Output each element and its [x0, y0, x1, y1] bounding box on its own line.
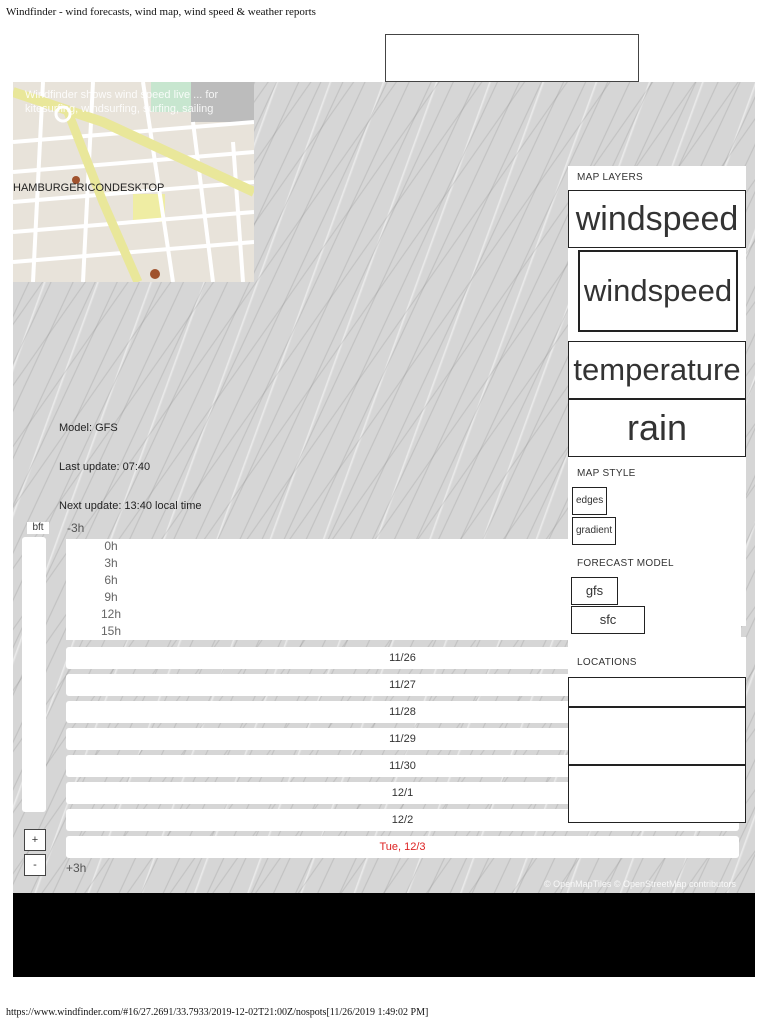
- footer-banner: [13, 893, 755, 977]
- street-map-tile: [13, 82, 254, 282]
- map-style-heading: MAP STYLE: [577, 468, 636, 479]
- location-item[interactable]: [568, 765, 746, 823]
- bft-unit-label: bft: [27, 522, 49, 534]
- zoom-out-button[interactable]: -: [24, 854, 46, 876]
- hour-item[interactable]: 15h: [100, 624, 122, 638]
- style-edges-button[interactable]: edges: [572, 487, 607, 515]
- day-row[interactable]: 11/26: [66, 647, 739, 669]
- model-label: Model: GFS: [59, 422, 118, 434]
- hour-item[interactable]: 3h: [104, 556, 118, 570]
- wind-scale-legend: [22, 537, 46, 812]
- panel-divider: [568, 637, 746, 647]
- location-item[interactable]: [568, 707, 746, 765]
- page-url: https://www.windfinder.com/#16/27.2691/33.7933/2019-12-02T21:00Z/nospots[11/26/2019 1:49:02 PM]: [6, 1007, 429, 1018]
- layer-windspeed-button[interactable]: windspeed: [568, 190, 746, 248]
- day-row-current[interactable]: Tue, 12/3: [66, 836, 739, 858]
- layer-temperature-button[interactable]: temperature: [568, 341, 746, 399]
- day-row[interactable]: 12/2: [66, 809, 739, 831]
- map-intro-text: Windfinder shows wind speed live ... for kitesurfing, windsurfing, surfing, sailing: [25, 89, 219, 115]
- layer-windspeed-selected-button[interactable]: windspeed: [578, 250, 738, 332]
- zoom-in-button[interactable]: +: [24, 829, 46, 851]
- time-back-button[interactable]: -3h: [67, 521, 85, 535]
- day-row[interactable]: 11/29: [66, 728, 739, 750]
- last-update-label: Last update: 07:40: [59, 461, 151, 473]
- locations-heading: LOCATIONS: [577, 657, 637, 668]
- day-row[interactable]: 11/27: [66, 674, 739, 696]
- hour-item[interactable]: 0h: [104, 539, 118, 553]
- locations-header-bg: [568, 647, 746, 677]
- search-box[interactable]: [385, 34, 639, 82]
- time-forward-button[interactable]: +3h: [66, 861, 87, 875]
- wind-map[interactable]: [13, 82, 755, 894]
- style-gradient-button[interactable]: gradient: [572, 517, 616, 545]
- map-attribution[interactable]: © OpenMapTiles © OpenStreetMap contributors: [544, 879, 737, 889]
- map-layers-heading: MAP LAYERS: [577, 172, 643, 183]
- location-item[interactable]: [568, 677, 746, 707]
- page-title: Windfinder - wind forecasts, wind map, wind speed & weather reports: [6, 6, 316, 18]
- layer-rain-button[interactable]: rain: [568, 399, 746, 457]
- hamburger-menu-button[interactable]: HAMBURGERICONDESKTOP: [13, 182, 165, 194]
- hour-item[interactable]: 6h: [104, 573, 118, 587]
- day-row[interactable]: 11/30: [66, 755, 739, 777]
- model-gfs-button[interactable]: gfs: [571, 577, 618, 605]
- forecast-model-heading: FORECAST MODEL: [577, 558, 674, 569]
- map-controls-panel: [568, 166, 746, 626]
- model-sfc-button[interactable]: sfc: [571, 606, 645, 634]
- day-row[interactable]: 12/1: [66, 782, 739, 804]
- day-row[interactable]: 11/28: [66, 701, 739, 723]
- hour-item[interactable]: 12h: [100, 607, 122, 621]
- hour-item[interactable]: 9h: [104, 590, 118, 604]
- next-update-label: Next update: 13:40 local time: [59, 500, 202, 512]
